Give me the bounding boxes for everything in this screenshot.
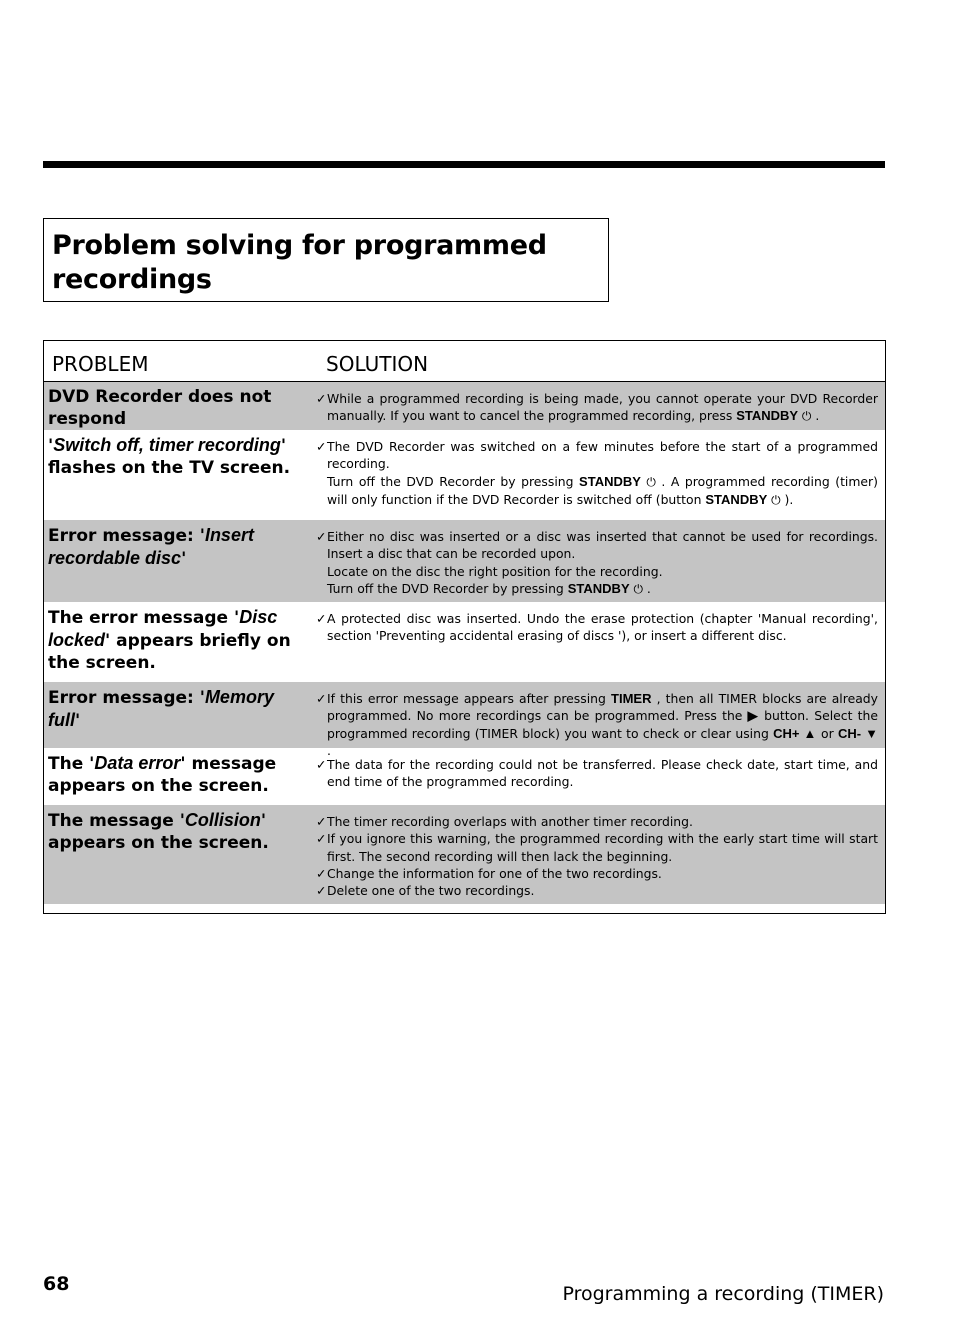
- solution-cell: [316, 390, 878, 426]
- message-text: Insert recordable disc: [48, 525, 254, 568]
- text-run: ' message appears on the screen.: [48, 754, 277, 796]
- checkmark-icon: ✓: [316, 814, 327, 829]
- text-run: ': [48, 436, 54, 456]
- problem-cell: [48, 434, 298, 479]
- text-run: button. Select the programmed recording (TIMER block) you want to check or clear using: [327, 708, 879, 741]
- button-label: STANDBY: [567, 580, 630, 596]
- text-run: While a programmed recording is being made, you cannot operate your DVD Recorder manually. If you want to cancel the programmed recording, press: [327, 391, 878, 424]
- text-run: ' appears on the screen.: [48, 811, 269, 853]
- button-label: CH- ▼: [838, 725, 878, 741]
- solution-line: [316, 438, 878, 473]
- power-icon: ⏻: [798, 409, 812, 424]
- message-text: Switch off, timer recording: [53, 435, 281, 455]
- problem-solution-table: [43, 340, 886, 914]
- table-row: [44, 748, 885, 805]
- text-run: .: [327, 742, 331, 758]
- solution-cell: [316, 528, 878, 598]
- checkmark-icon: ✓: [316, 865, 327, 881]
- text-run: Turn off the DVD Recorder by pressing: [327, 580, 568, 596]
- button-label: CH+ ▲: [773, 725, 817, 741]
- solution-line: [316, 473, 878, 510]
- table-row: [44, 602, 885, 682]
- text-run: A protected disc was inserted. Undo the erase protection (chapter 'Manual recording', section 'Preventing accidental erasing of discs '), or insert a different disc.: [327, 611, 878, 644]
- text-run: The ': [48, 754, 95, 774]
- footer-section-title: Programming a recording (TIMER): [562, 1283, 884, 1305]
- text-run: ': [75, 711, 81, 731]
- text-run: ': [181, 549, 187, 569]
- solution-line: [316, 882, 878, 899]
- table-row: [44, 682, 885, 758]
- text-run: If this error message appears after pressing: [327, 691, 612, 706]
- message-text: Memory full: [48, 687, 274, 730]
- checkmark-icon: ✓: [316, 439, 327, 454]
- text-run: The timer recording overlaps with another timer recording.: [327, 814, 693, 829]
- text-run: Turn off the DVD Recorder by pressing: [327, 473, 580, 489]
- text-run: , then all TIMER blocks are already programmed. No more recordings can be programmed. Press the: [327, 691, 878, 724]
- page-title: Problem solving for programmed recordings: [52, 230, 547, 295]
- solution-line: [316, 830, 878, 865]
- button-label: STANDBY: [705, 491, 768, 507]
- solution-line: [316, 610, 878, 645]
- solution-cell: [316, 610, 878, 645]
- checkmark-icon: ✓: [316, 883, 327, 899]
- power-icon: ⏻: [767, 492, 781, 507]
- solution-cell: [316, 438, 878, 509]
- message-text: Disc locked: [48, 607, 278, 650]
- text-run: Delete one of the two recordings.: [327, 883, 535, 899]
- header-solution: SOLUTION: [326, 352, 429, 376]
- text-run: Change the information for one of the two recordings.: [327, 865, 662, 881]
- text-run: or: [816, 725, 839, 741]
- text-run: The error message ': [48, 608, 240, 628]
- text-run: . A programmed recording (timer) will only function if the DVD Recorder is switched off (button: [327, 473, 878, 507]
- button-label: STANDBY: [579, 473, 641, 489]
- solution-line: [316, 563, 878, 580]
- solution-line: [316, 756, 878, 791]
- checkmark-icon: ✓: [316, 529, 327, 544]
- problem-cell: [48, 606, 298, 674]
- text-run: Error message: ': [48, 688, 205, 708]
- page-number: 68: [43, 1273, 70, 1295]
- solution-cell: [316, 756, 878, 791]
- title-box: [43, 218, 609, 302]
- table-row: [44, 520, 885, 602]
- table-row: [44, 382, 885, 430]
- text-run: .: [811, 408, 820, 424]
- table-row: [44, 430, 885, 520]
- text-run: The data for the recording could not be transferred. Please check date, start time, and end time of the programmed recording.: [327, 757, 878, 790]
- solution-line: [316, 390, 878, 426]
- power-icon: ⏻: [640, 474, 656, 489]
- problem-cell: [48, 809, 298, 854]
- checkmark-icon: ✓: [316, 831, 327, 847]
- checkmark-icon: ✓: [316, 757, 327, 772]
- button-label: TIMER: [611, 691, 652, 706]
- problem-cell: [48, 686, 298, 732]
- checkmark-icon: ✓: [316, 611, 327, 626]
- message-text: Data error: [94, 753, 181, 773]
- solution-line: [316, 528, 878, 563]
- table-row: [44, 805, 885, 904]
- power-icon: ⏻: [629, 581, 643, 596]
- text-run: Either no disc was inserted or a disc was inserted that cannot be used for recordings. Insert a disc that can be recorded upon.: [327, 529, 878, 562]
- solution-line: [316, 865, 878, 882]
- table-header: [44, 341, 885, 382]
- button-label: STANDBY: [736, 408, 799, 424]
- text-run: Locate on the disc the right position for the recording.: [327, 563, 663, 579]
- text-run: If you ignore this warning, the programmed recording with the early start time will start first. The second recording will then lack the beginning.: [327, 831, 878, 864]
- text-run: .: [642, 580, 651, 596]
- problem-cell: [48, 524, 298, 570]
- problem-cell: [48, 752, 298, 797]
- solution-line: [316, 580, 878, 598]
- text-run: DVD Recorder does not respond: [48, 387, 272, 429]
- text-run: ' appears briefly on the screen.: [48, 631, 291, 673]
- solution-line: [316, 813, 878, 830]
- text-run: The DVD Recorder was switched on a few minutes before the start of a programmed recording.: [327, 439, 878, 472]
- problem-cell: [48, 386, 298, 430]
- checkmark-icon: ✓: [316, 691, 327, 706]
- top-rule: [43, 161, 885, 168]
- solution-cell: [316, 813, 878, 899]
- text-run: The message ': [48, 811, 185, 831]
- text-run: Error message: ': [48, 526, 205, 546]
- message-text: Collision: [184, 810, 261, 830]
- button-label: ▶: [747, 708, 759, 724]
- text-run: ' flashes on the TV screen.: [48, 436, 291, 478]
- text-run: ).: [780, 491, 794, 507]
- header-problem: PROBLEM: [52, 352, 149, 376]
- checkmark-icon: ✓: [316, 391, 327, 406]
